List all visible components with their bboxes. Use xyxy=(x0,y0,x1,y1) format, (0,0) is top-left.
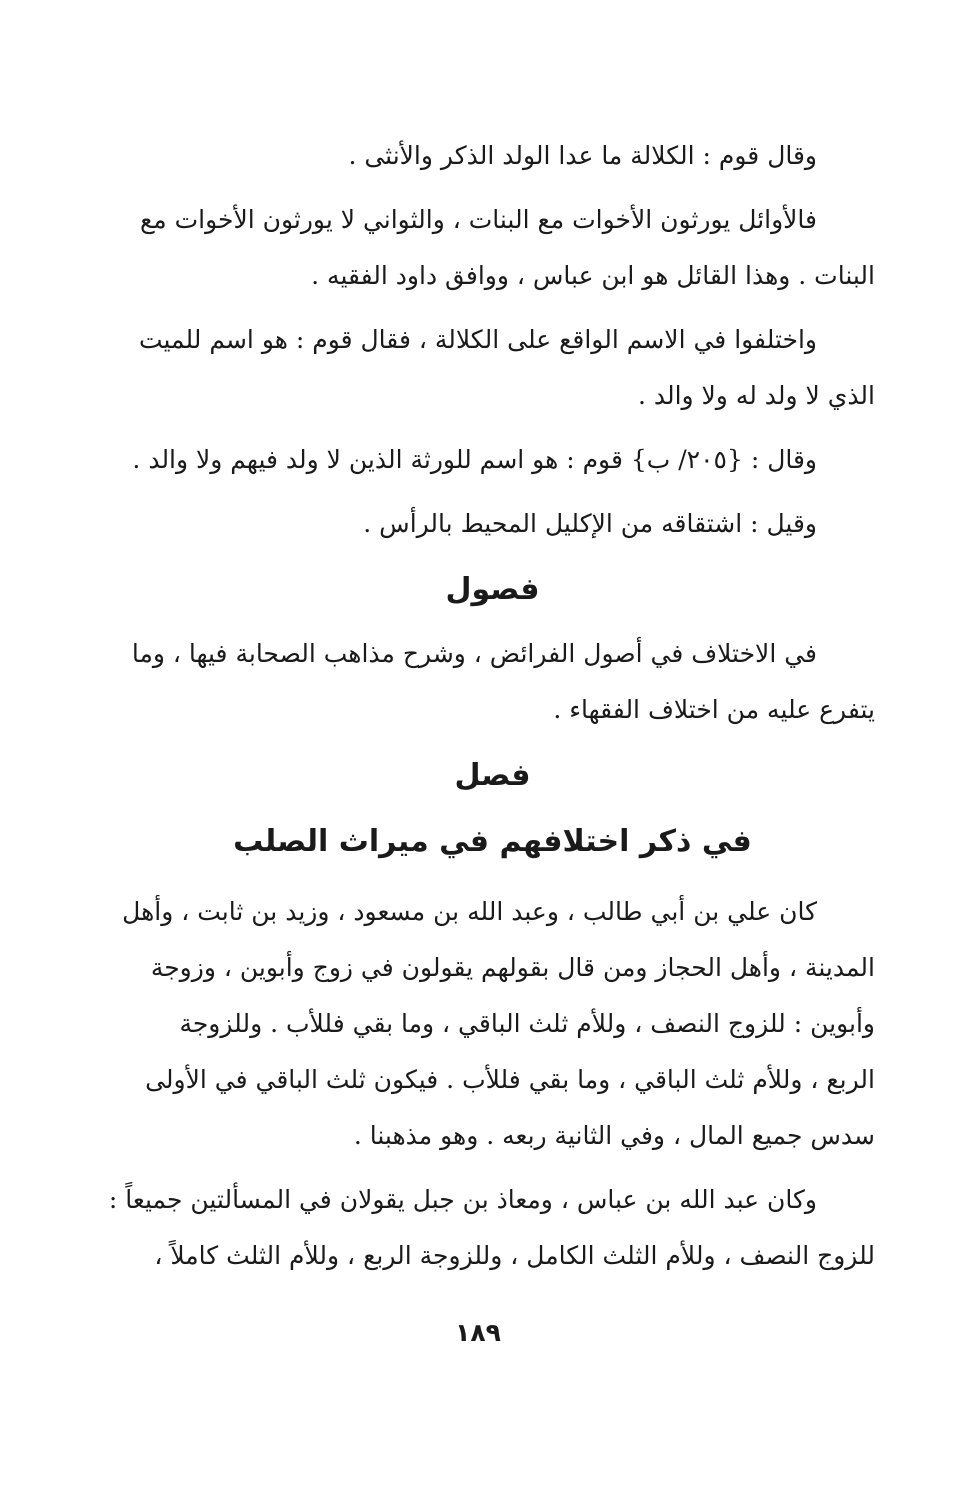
text-line: المدينة ، وأهل الحجاز ومن قال بقولهم يقولون في زوج وأبوين ، وزوجة xyxy=(150,953,875,982)
paragraph xyxy=(110,432,875,488)
text-line: للزوج النصف ، وللأم الثلث الكامل ، وللزوجة الربع ، وللأم الثلث كاملاً ، xyxy=(154,1241,875,1270)
text-line: في الاختلاف في أصول الفرائض ، وشرح مذاهب الصحابة فيها ، وما xyxy=(131,639,817,668)
text-line: يتفرع عليه من اختلاف الفقهاء . xyxy=(553,695,875,724)
section-subheading: في ذكر اختلافهم في ميراث الصلب xyxy=(233,824,752,859)
paragraph xyxy=(110,884,875,1164)
section-heading-fusul: فصول xyxy=(445,572,540,607)
page-body xyxy=(110,128,875,1292)
paragraph-group-fusul xyxy=(110,626,875,738)
paragraph-group-opening xyxy=(110,128,875,552)
paragraph xyxy=(110,1172,875,1284)
text-line: وقيل : اشتقاقه من الإكليل المحيط بالرأس . xyxy=(363,509,817,538)
text-line: وكان عبد الله بن عباس ، ومعاذ بن جبل يقولان في المسألتين جميعاً : xyxy=(108,1185,817,1214)
paragraph xyxy=(110,312,875,424)
paragraph xyxy=(110,626,875,738)
text-line: وقال قوم : الكلالة ما عدا الولد الذكر والأنثى . xyxy=(348,141,817,170)
text-line: وقال : {٢٠٥/ ب} قوم : هو اسم للورثة الذين لا ولد فيهم ولا والد . xyxy=(132,445,817,474)
text-line: واختلفوا في الاسم الواقع على الكلالة ، فقال قوم : هو اسم للميت xyxy=(138,325,817,354)
paragraph xyxy=(110,496,875,552)
text-line: فالأوائل يورثون الأخوات مع البنات ، والثواني لا يورثون الأخوات مع xyxy=(139,205,817,234)
paragraph xyxy=(110,192,875,304)
section-heading-fasl: فصل xyxy=(454,758,531,793)
paragraph-group-fasl xyxy=(110,884,875,1284)
text-line: الربع ، وللأم ثلث الباقي ، وما بقي فللأب . فيكون ثلث الباقي في الأولى xyxy=(145,1065,875,1094)
text-line: وأبوين : للزوج النصف ، وللأم ثلث الباقي ، وما بقي فللأب . وللزوجة xyxy=(179,1009,875,1038)
text-line: البنات . وهذا القائل هو ابن عباس ، ووافق داود الفقيه . xyxy=(311,261,875,290)
paragraph xyxy=(110,128,875,184)
page-number: ١٨٩ xyxy=(455,1318,501,1347)
text-line: سدس جميع المال ، وفي الثانية ربعه . وهو مذهبنا . xyxy=(353,1121,875,1150)
text-line: الذي لا ولد له ولا والد . xyxy=(637,381,875,410)
text-line: كان علي بن أبي طالب ، وعبد الله بن مسعود ، وزيد بن ثابت ، وأهل xyxy=(122,897,817,926)
